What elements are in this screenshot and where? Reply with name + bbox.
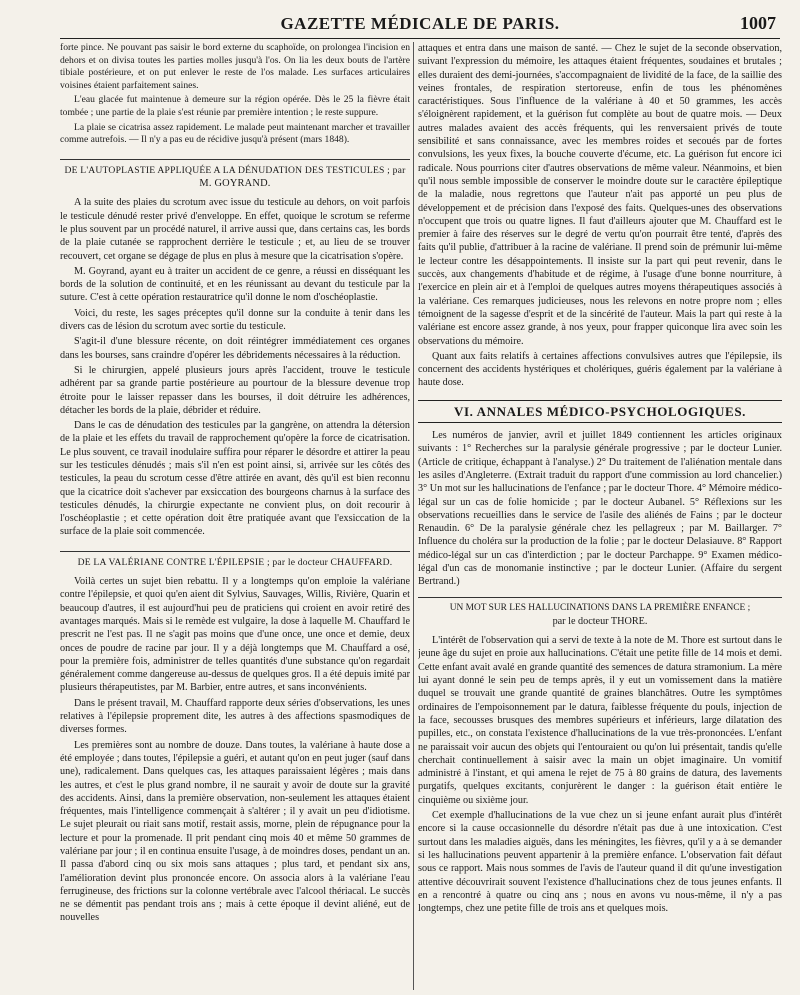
major-section-heading: VI. ANNALES MÉDICO-PSYCHOLOGIQUES. bbox=[418, 400, 782, 423]
paragraph: Voilà certes un sujet bien rebattu. Il y a longtemps qu'on emploie la valériane contre l'épilepsie, et quoi qu'en aient dit Sylvius, Sauvages, Willis, Rivière, Quarin et beaucoup d'autres, il est aujourd'hui peu de praticiens qui croient en avoir retiré des avantages marqués. Mais si le remède est vulgaire, la dose à laquelle M. Chauffard le prescrit ne l'est pas. Il ne s'agit pas moins que d'une once, une once et demie, deux onces de poudre de racine par jour. Il y a déjà longtemps que M. Chauffard a osé, pour la première fois, administrer de telles quantités d'une substance qu'on regardait généralement comme dangereuse au-dessus de quelques gros. Il a été depuis imité par plusieurs thérapeutistes, par M. Barbier, entre autres, et sans inconvénients. bbox=[60, 576, 410, 694]
section-heading-hallucinations bbox=[418, 597, 782, 629]
paragraph: Quant aux faits relatifs à certaines affections convulsives autres que l'épilepsie, ils concernent des accidents hystériques et cholériques, guéris également par la valériane à haute dose. bbox=[418, 350, 782, 389]
section-heading-valeriane bbox=[60, 551, 410, 569]
column-divider bbox=[413, 42, 414, 990]
paragraph: forte pince. Ne pouvant pas saisir le bord externe du scaphoïde, on prolongea l'incision en dehors et on divisa toutes les parties molles jusqu'à l'os. On lia les deux bouts de l'artère tibiale postérieure, et on put enlever le reste de l'os malade. Les surfaces articulaires voisines étaient parfaitement saines. bbox=[60, 42, 410, 91]
paragraph: Les premières sont au nombre de douze. Dans toutes, la valériane à haute dose a été employée ; dans toutes, l'épilepsie a guéri, et autant qu'on en peut juger (sauf dans une), radicalement. Dans quelques cas, les attaques paraissaient légères ; mais dans les autres, et c'est le plus grand nombre, il ne saurait y avoir de doute sur la gravité des accidents. Ainsi, dans la première observation, non-seulement les attaques étaient fréquentes, mais l'intelligence commençait à s'altérer ; il y avait un peu d'idiotisme. Le sujet pleurait ou riait sans motif, restait assis, morne, plein de répugnance pour la lecture et pour la promenade. Il prit pendant cinq mois 40 et même 50 grammes de valériane par jour ; il en continua ensuite l'usage, à de moindres doses, pendant un an. Il passa d'abord cinq ou six mois sans attaques ; plus tard, et pendant six ans, l'amélioration devint plus prononcée encore. On associa alors à la valériane l'eau ferrugineuse, des frictions sur la colonne vertébrale avec l'alcool thériacal. Le succès ne se démentit pas pendant trois ans ; mais à cette époque il devint aliéné, eut de nouvelles bbox=[60, 739, 410, 924]
paragraph: Cet exemple d'hallucinations de la vue chez un si jeune enfant aurait plus d'intérêt encore si la cause occasionnelle du désordre n'était pas due à une intoxication. C'est surtout dans les maladies aiguës, dans les méningites, les fièvres, qu'il y a à se demander si les hallucinations peuvent appartenir à la première enfance. L'observation fait défaut sous ce rapport. Mais nous sommes de l'avis de l'auteur quand il dit qu'une investigation attentive découvrirait souvent l'existence d'hallucinations chez de tous jeunes enfants. Il en a rencontré à quatre ou cinq ans ; nous en avons vu nous-même, il n'y a pas longtemps, chez une petite fille de trois ans et quelques mois. bbox=[418, 810, 782, 915]
paragraph: S'agit-il d'une blessure récente, on doit réintégrer immédiatement ces organes dans les bourses, sans craindre d'opérer les débridements nécessaires à la réduction. bbox=[60, 336, 410, 361]
journal-title: GAZETTE MÉDICALE DE PARIS. bbox=[280, 14, 560, 33]
paragraph: M. Goyrand, ayant eu à traiter un accident de ce genre, a réussi en disséquant les bords de la solution de continuité, et en les réunissant au devant du testicule par la suture. C'est à cette opération restauratrice qu'il donne le nom d'oschéoplastie. bbox=[60, 265, 410, 304]
paragraph: Dans le cas de dénudation des testicules par la gangrène, on attendra la détersion de la plaie et les effets du travail de rapprochement qu'opère la force de cicatrisation. Le plus souvent, ce travail inodulaire suffira pour réparer le désordre et attirer la peau sur les testicules dénudés ; mais s'il n'en est point ainsi, si, arrivée sur les côtés des testicules, la peau du scrotum cesse d'être attirée en avant, dès qu'il est bien reconnu que la cicatrice doit s'achever par exsiccation des bourgeons charnus à la surface des testicules dénudés, la chirurgie expectante ne convient plus, on doit recourir à l'oschéoplastie ; et cette opération doit être pratiquée avant que l'exsiccation de la surface de la plaie soit commencée. bbox=[60, 420, 410, 538]
paragraph: Dans le présent travail, M. Chauffard rapporte deux séries d'observations, les unes relatives à l'épilepsie proprement dite, les autres à des affections spasmodiques de diverses formes. bbox=[60, 697, 410, 736]
page-number: 1007 bbox=[740, 13, 776, 33]
right-column bbox=[418, 42, 782, 990]
paragraph: La plaie se cicatrisa assez rapidement. Le malade peut maintenant marcher et travailler comme autrefois. — Il n'y a pas eu de récidive jusqu'à présent (mars 1848). bbox=[60, 121, 410, 146]
paragraph: attaques et entra dans une maison de santé. — Chez le sujet de la seconde observation, suivant l'expression du mémoire, les attaques étaient fréquentes, soudaines et brutales ; elles duraient des demi-journées, s'accompagnaient de lividité de la face, de la saillie des veines frontales, de respiration stertoreuse, enfin de tous les phénomènes caractéristiques. Sous l'influence de la valériane à 40 et 50 grammes, les accès s'éloignèrent rapidement, et la guérison fut complète au bout de quatre mois. — Deux autres malades avaient des accès fréquents, qui les renversaient privés de toute sensibilité et sans connaissance, avec les membres roides et secoués par de fortes convulsions, les yeux fixes, la bouche couverte d'écume, etc. La guérison fut encore ici radicale. Nous pourrions citer d'autres observations de même valeur. Néanmoins, et bien qu'il nous semble impossible de conserver le moindre doute sur le caractère épileptique de la maladie, nous regrettons que l'auteur n'ait pas apporté un peu plus de développement et de précision dans l'exposé des faits. Quelques-unes des observations n'occupent que trois ou quatre lignes. Il faut d'ailleurs ajouter que M. Chauffard est le premier à faire des réserves sur le degré de vertu qu'on pourrait être tenté, d'après des faits qu'il publie, d'attribuer à la racine de valériane. Il prend soin de prémunir lui-même le lecteur contre les désappointements. Il insiste sur la part qui peut revenir, dans le succès, aux changements d'habitude et de régime, à l'usage d'une bonne nourriture, à l'exercice en plein air et à l'emploi de quelques autres moyens thérapeutiques associés à la valériane. Ces remarques judicieuses, nous les relevons en notre propre nom ; elles témoignent de la sagesse d'esprit et de la sincérité de l'auteur. Mais la part qui reste à la valériane est encore assez grande, à nos yeux, pour frapper quiconque lira avec soin les observations du mémoire. bbox=[418, 43, 782, 347]
running-head bbox=[60, 10, 780, 39]
section-author: par le docteur THORE. bbox=[552, 615, 648, 627]
left-column bbox=[60, 42, 410, 990]
section-title: DE LA VALÉRIANE CONTRE L'ÉPILEPSIE ; par le docteur CHAUFFARD. bbox=[77, 556, 393, 568]
paragraph: L'eau glacée fut maintenue à demeure sur la région opérée. Dès le 25 la fièvre était tombée ; une partie de la plaie s'est réunie par première intention ; le reste suppure. bbox=[60, 94, 410, 118]
section-author: M. GOYRAND. bbox=[199, 178, 271, 190]
section-heading-autoplastie bbox=[60, 159, 410, 191]
section-title: UN MOT SUR LES HALLUCINATIONS DANS LA PREMIÈRE ENFANCE ; bbox=[449, 602, 751, 613]
section-title: DE L'AUTOPLASTIE APPLIQUÉE A LA DÉNUDATION DES TESTICULES ; par bbox=[64, 164, 406, 176]
paragraph: Les numéros de janvier, avril et juillet 1849 contiennent les articles originaux suivants : 1° Recherches sur la paralysie générale progressive ; par le docteur Lunier. (Article de critique, échappant à l'analyse.) 2° Du traitement de l'aliénation mentale dans les asiles d'Angleterre. (Extrait traduit du rapport d'une commission au lord chancelier.) 3° Un mot sur les hallucinations de l'enfance ; par le docteur Thore. 4° Mémoire médico-légal sur un cas de folie homicide ; par le docteur Aubanel. 5° Réflexions sur les observations recueillies dans le service de l'asile des aliénés de Fains ; par le docteur Renaudin. 6° De la paralysie générale chez les pellagreux ; par M. Baillarger. 7° Influence du choléra sur la production de la folie ; par le docteur Delasiauve. 8° Rapport médico-légal sur un cas d'interdiction ; par le docteur Parchappe. 9° Examen médico-légal d'un cas de monomanie instinctive ; par le docteur Lunier. (Affaire du sergent Bertrand.) bbox=[418, 430, 782, 588]
paragraph: Voici, du reste, les sages préceptes qu'il donne sur la conduite à tenir dans les divers cas de lésion du scrotum avec sortie du testicule. bbox=[60, 307, 410, 333]
paragraph: L'intérêt de l'observation qui a servi de texte à la note de M. Thore est surtout dans le jeune âge du sujet en proie aux hallucinations. C'était une petite fille de 14 mois et demi. Cette enfant avait avalé en grande quantité des semences de datura stramonium. La mère lui ayant donné le sein peu de temps après, il y eut un vomissement dans la matière duquel se trouvait une grande quantité de graines blanchâtres. Outre les symptômes ordinaires de l'empoisonnement par le datura, faiblesse fréquente du pouls, injection de la face, secousses brusques des membres supérieurs et inférieurs, large dilatation des pupilles, etc., on constata l'existence d'hallucinations de la vue très-prononcées. L'enfant ne paraissait voir aucun des objets qui l'entouraient ou qu'on lui présentait, tandis qu'elle cherchait continuellement à saisir avec la main un objet imaginaire. Un vomitif administré à l'instant, et qui amena le rejet de 75 à 80 grains de datura, des lavements purgatifs, quelques excitants, conjurèrent le danger : la guérison était entière le cinquième ou sixième jour. bbox=[418, 635, 782, 806]
paragraph: Si le chirurgien, appelé plusieurs jours après l'accident, trouve le testicule adhérent par sa grande partie postérieure au pourtour de la blessure devenue trop étroite pour le laisser repasser dans les bourses, il doit détruire les adhérences, détacher les bords de la plaie, débrider et réduire. bbox=[60, 364, 410, 416]
paragraph: A la suite des plaies du scrotum avec issue du testicule au dehors, on voit parfois le testicule dénudé rester privé d'enveloppe. En effet, quoique le scrotum se referme le plus souvent par un procédé naturel, il arrive aussi que, dans certains cas, les bords de la plaie cutanée se rapprochent derrière le testicule ; et, au lieu de se trouver recouvert, cet organe se dégage de plus en plus à mesure que la cicatrisation s'opère. bbox=[60, 197, 410, 262]
